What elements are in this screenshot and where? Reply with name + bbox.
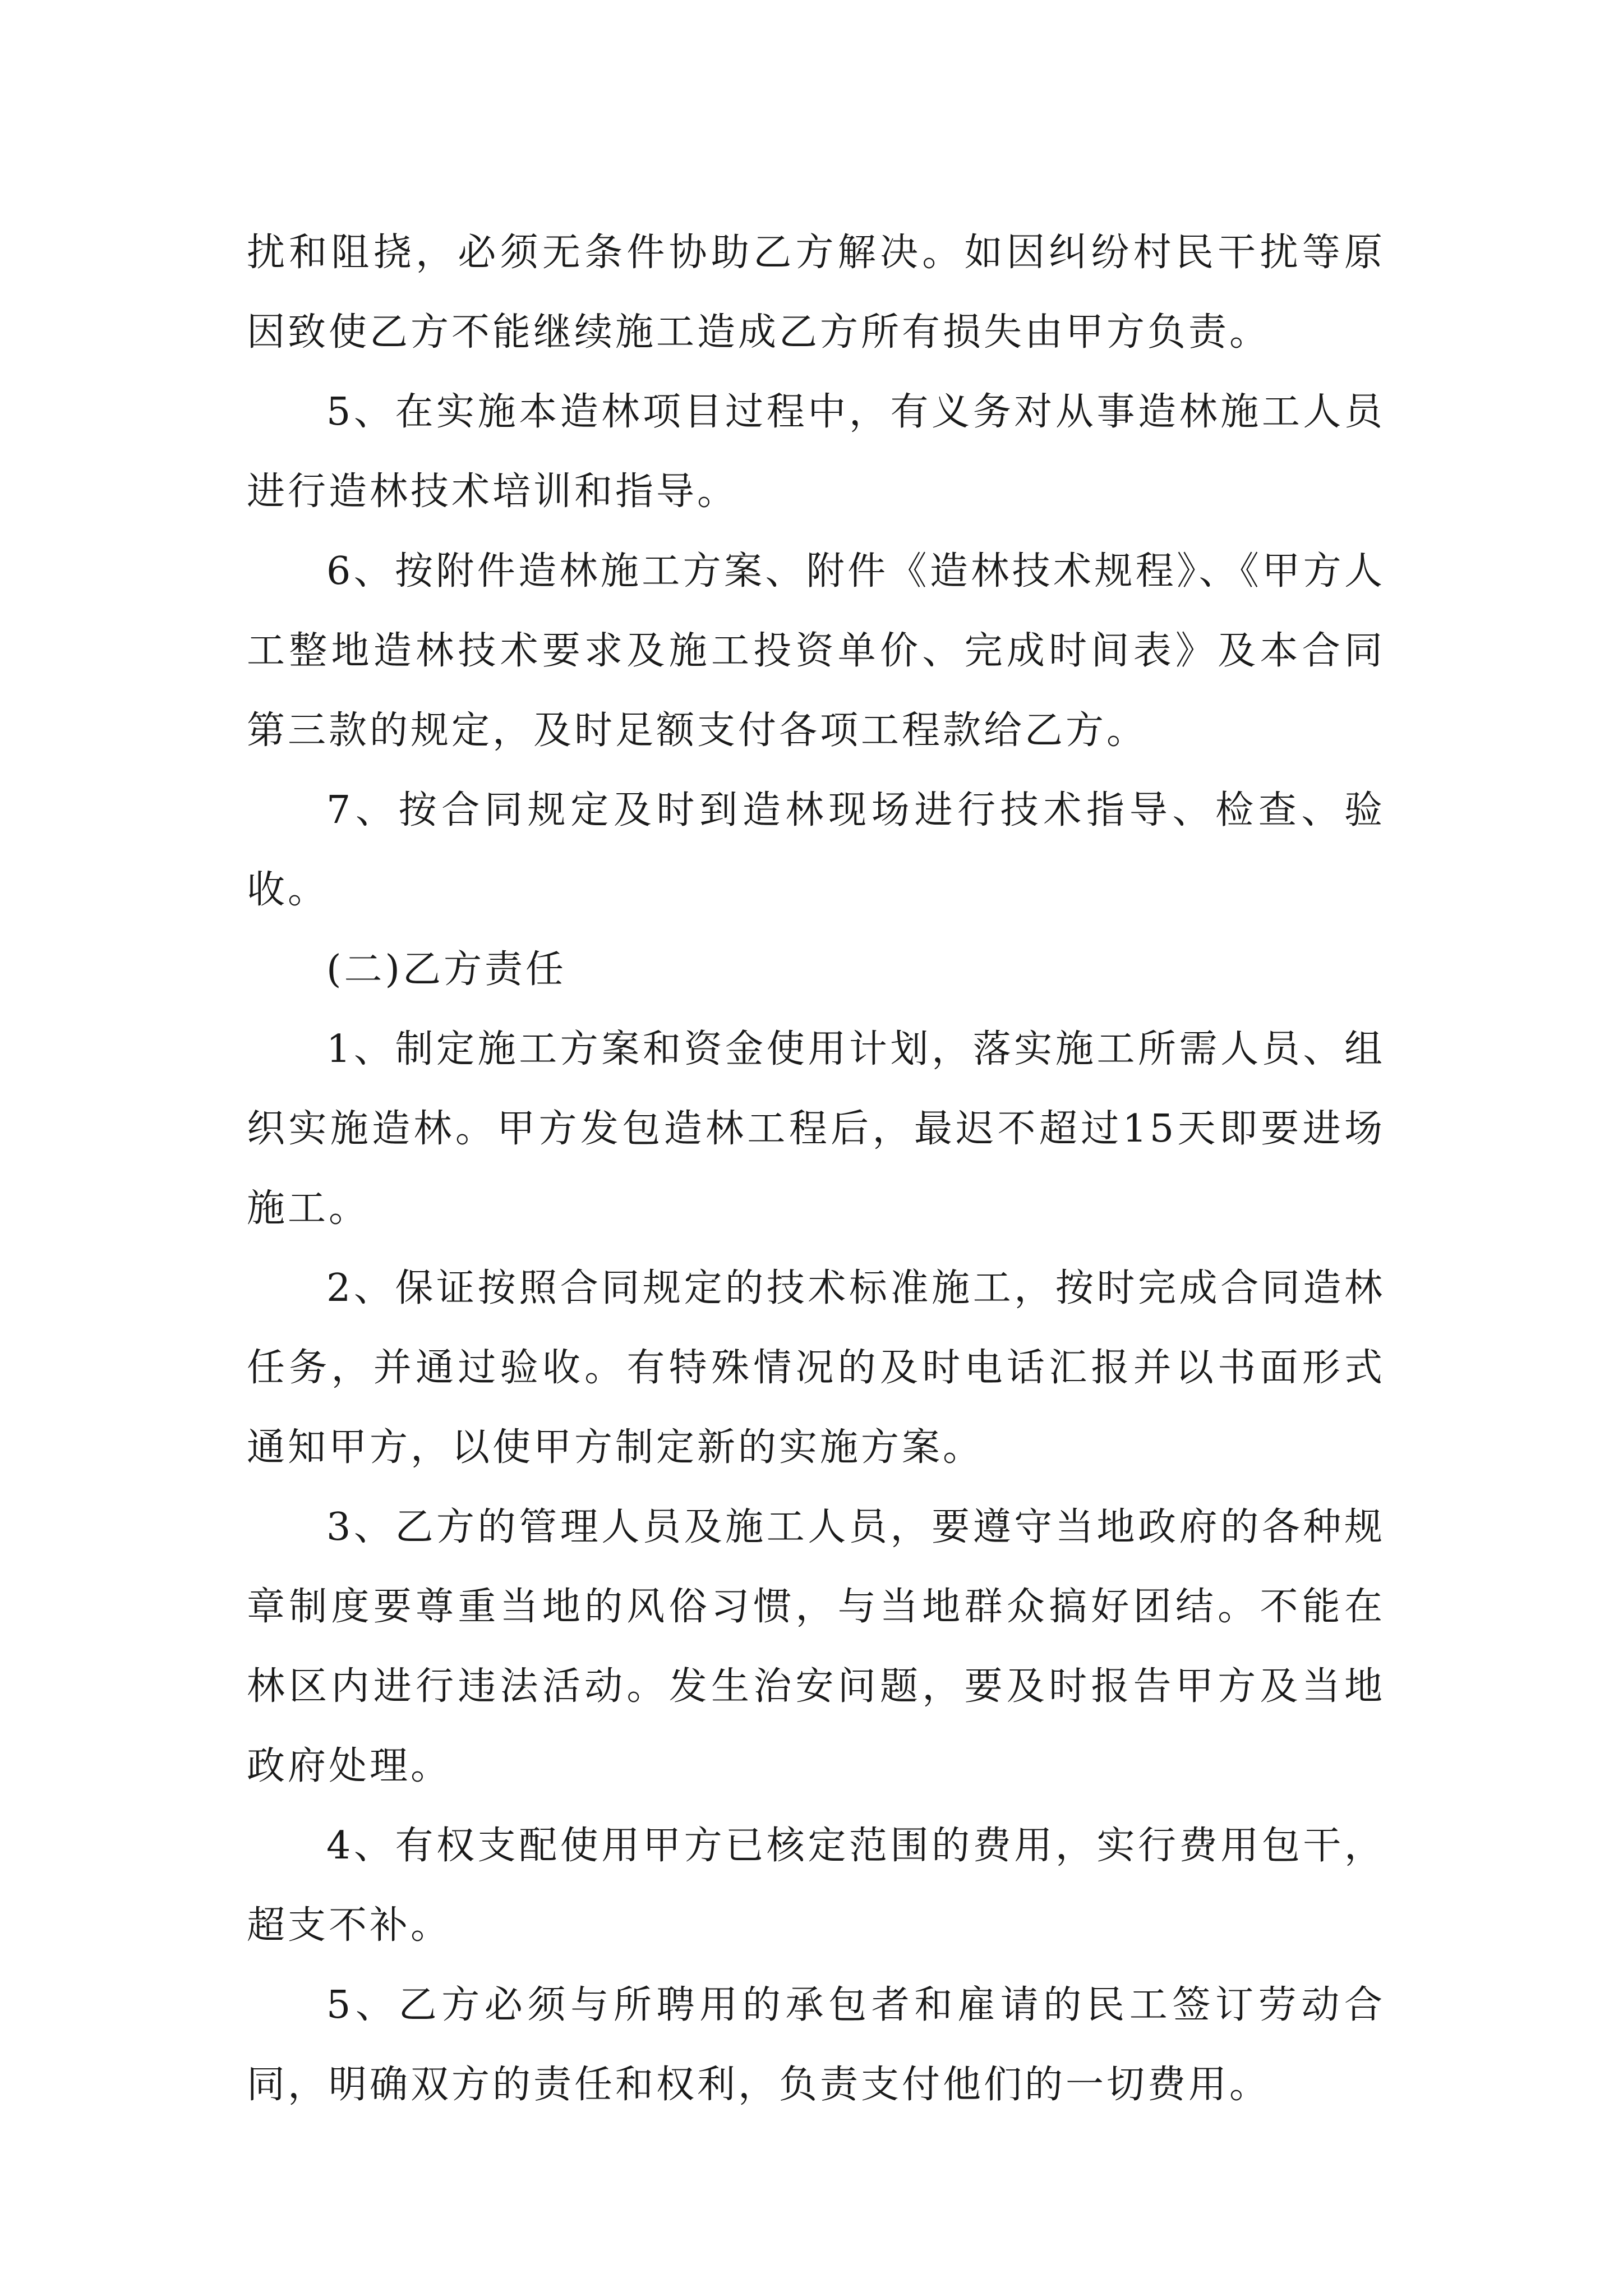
document-body: [247, 213, 1385, 2125]
paragraph-party-a-item-6: 6、按附件造林施工方案、附件《造林技术规程》、《甲方人工整地造林技术要求及施工投资单价、完成时间表》及本合同第三款的规定，及时足额支付各项工程款给乙方。: [247, 549, 1385, 753]
paragraph-party-a-item-7: 7、按合同规定及时到造林现场进行技术指导、检查、验收。: [247, 788, 1385, 912]
paragraph-party-b-item-5: 5、乙方必须与所聘用的承包者和雇请的民工签订劳动合同，明确双方的责任和权利，负责支付他们的一切费用。: [247, 1983, 1385, 2107]
paragraph-party-b-item-1: 1、制定施工方案和资金使用计划，落实施工所需人员、组织实施造林。甲方发包造林工程后，最迟不超过15天即要进场施工。: [247, 1027, 1385, 1231]
paragraph-party-a-item-5: 5、在实施本造林项目过程中，有义务对从事造林施工人员进行造林技术培训和指导。: [247, 390, 1385, 514]
section-heading-party-b-responsibilities: (二)乙方责任: [326, 947, 567, 992]
paragraph-party-b-item-4: 4、有权支配使用甲方已核定范围的费用，实行费用包干，超支不补。: [247, 1824, 1385, 1948]
paragraph-party-b-item-2: 2、保证按照合同规定的技术标准施工，按时完成合同造林任务，并通过验收。有特殊情况的及时电话汇报并以书面形式通知甲方，以使甲方制定新的实施方案。: [247, 1266, 1385, 1470]
paragraph-continuation: 扰和阻挠，必须无条件协助乙方解决。如因纠纷村民干扰等原因致使乙方不能继续施工造成乙方所有损失由甲方负责。: [247, 231, 1385, 355]
paragraph-party-b-item-3: 3、乙方的管理人员及施工人员，要遵守当地政府的各种规章制度要尊重当地的风俗习惯，与当地群众搞好团结。不能在林区内进行违法活动。发生治安问题，要及时报告甲方及当地政府处理。: [247, 1505, 1385, 1788]
